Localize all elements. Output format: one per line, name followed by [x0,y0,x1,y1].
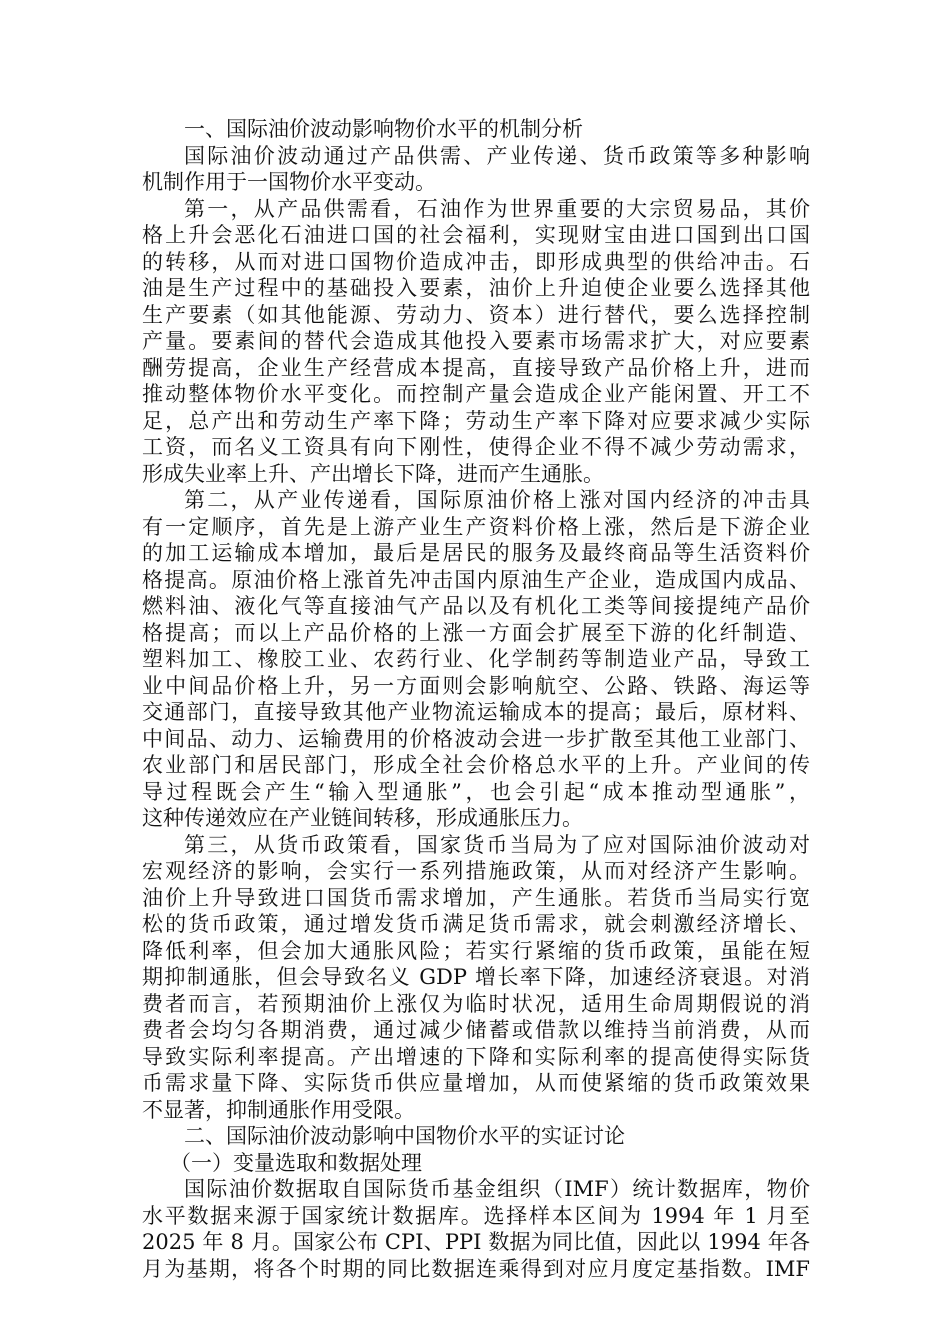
text-line: 油价上升导致进口国货币需求增加，产生通胀。若货币当局实行宽 [142,885,810,910]
text-line: 费者而言，若预期油价上涨仅为临时状况，适用生命周期假说的消 [142,991,810,1016]
text-line: 产量。要素间的替代会造成其他投入要素市场需求扩大，对应要素 [142,329,810,353]
document-page [142,116,810,1282]
text-line: 交通部门，直接导致其他产业物流运输成本的提高；最后，原材料、 [142,700,810,724]
text-line: 第一，从产品供需看，石油作为世界重要的大宗贸易品，其价 [184,196,810,221]
text-line: 机制作用于一国物价水平变动。 [142,170,436,194]
text-line: 期抑制通胀，但会导致名义 GDP 增长率下降，加速经济衰退。对消 [142,965,810,989]
text-line: 国际油价波动通过产品供需、产业传递、货币政策等多种影响 [184,143,810,168]
text-line: 国际油价数据取自国际货币基金组织（IMF）统计数据库，物价 [184,1177,810,1201]
text-line: 第三，从货币政策看，国家货币当局为了应对国际油价波动对 [184,832,810,857]
text-line: 费者会均匀各期消费，通过减少储蓄或借款以维持当前消费，从而 [142,1018,810,1042]
text-line: 足，总产出和劳动生产率下降；劳动生产率下降对应要求减少实际 [142,408,810,433]
text-line: 导过程既会产生“输入型通胀”，也会引起“成本推动型通胀”， [142,779,810,804]
text-line: 水平数据来源于国家统计数据库。选择样本区间为 1994 年 1 月至 [142,1203,810,1228]
text-line: 2025 年 8 月。国家公布 CPI、PPI 数据为同比值，因此以 1994 年各 [142,1230,810,1254]
text-line: 一、国际油价波动影响物价水平的机制分析 [184,117,583,141]
text-line: 降低利率，但会加大通胀风险；若实行紧缩的货币政策，虽能在短 [142,938,810,963]
text-line: 塑料加工、橡胶工业、农药行业、化学制药等制造业产品，导致工 [142,647,810,671]
text-line: 形成失业率上升、产出增长下降，进而产生通胀。 [142,461,604,486]
text-line: 的加工运输成本增加，最后是居民的服务及最终商品等生活资料价 [142,541,810,565]
text-line: 的转移，从而对进口国物价造成冲击，即形成典型的供给冲击。石 [142,249,810,274]
text-line: 二、国际油价波动影响中国物价水平的实证讨论 [184,1124,625,1148]
text-line: （一）变量选取和数据处理 [170,1150,422,1175]
text-line: 生产要素（如其他能源、劳动力、资本）进行替代，要么选择控制 [142,302,810,327]
text-line: 酬劳提高，企业生产经营成本提高，直接导致产品价格上升，进而 [142,355,810,380]
text-line: 有一定顺序，首先是上游产业生产资料价格上涨，然后是下游企业 [142,514,810,539]
text-line: 推动整体物价水平变化。而控制产量会造成企业产能闲置、开工不 [142,382,810,406]
text-line: 格提高；而以上产品价格的上涨一方面会扩展至下游的化纤制造、 [142,620,810,645]
text-line: 宏观经济的影响，会实行一系列措施政策，从而对经济产生影响。 [142,859,810,883]
text-line: 燃料油、液化气等直接油气产品以及有机化工类等间接提纯产品价 [142,594,810,618]
text-line: 油是生产过程中的基础投入要素，油价上升迫使企业要么选择其他 [142,276,810,300]
text-line: 不显著，抑制通胀作用受限。 [142,1097,415,1122]
text-line: 业中间品价格上升，另一方面则会影响航空、公路、铁路、海运等 [142,673,810,698]
text-line: 松的货币政策，通过增发货币满足货币需求，就会刺激经济增长、 [142,912,810,936]
text-line: 第二，从产业传递看，国际原油价格上涨对国内经济的冲击具 [184,488,810,512]
text-line: 月为基期，将各个时期的同比数据连乘得到对应月度定基指数。IMF [142,1256,810,1281]
text-line: 这种传递效应在产业链间转移，形成通胀压力。 [142,806,583,830]
text-line: 工资，而名义工资具有向下刚性，使得企业不得不减少劳动需求， [142,435,810,459]
text-line: 格提高。原油价格上涨首先冲击国内原油生产企业，造成国内成品、 [142,567,810,592]
text-line: 格上升会恶化石油进口国的社会福利，实现财宝由进口国到出口国 [142,223,810,247]
text-line: 导致实际利率提高。产出增速的下降和实际利率的提高使得实际货 [142,1044,810,1069]
text-line: 币需求量下降、实际货币供应量增加，从而使紧缩的货币政策效果 [142,1071,810,1095]
text-line: 农业部门和居民部门，形成全社会价格总水平的上升。产业间的传 [142,753,810,777]
text-line: 中间品、动力、运输费用的价格波动会进一步扩散至其他工业部门、 [142,726,810,751]
